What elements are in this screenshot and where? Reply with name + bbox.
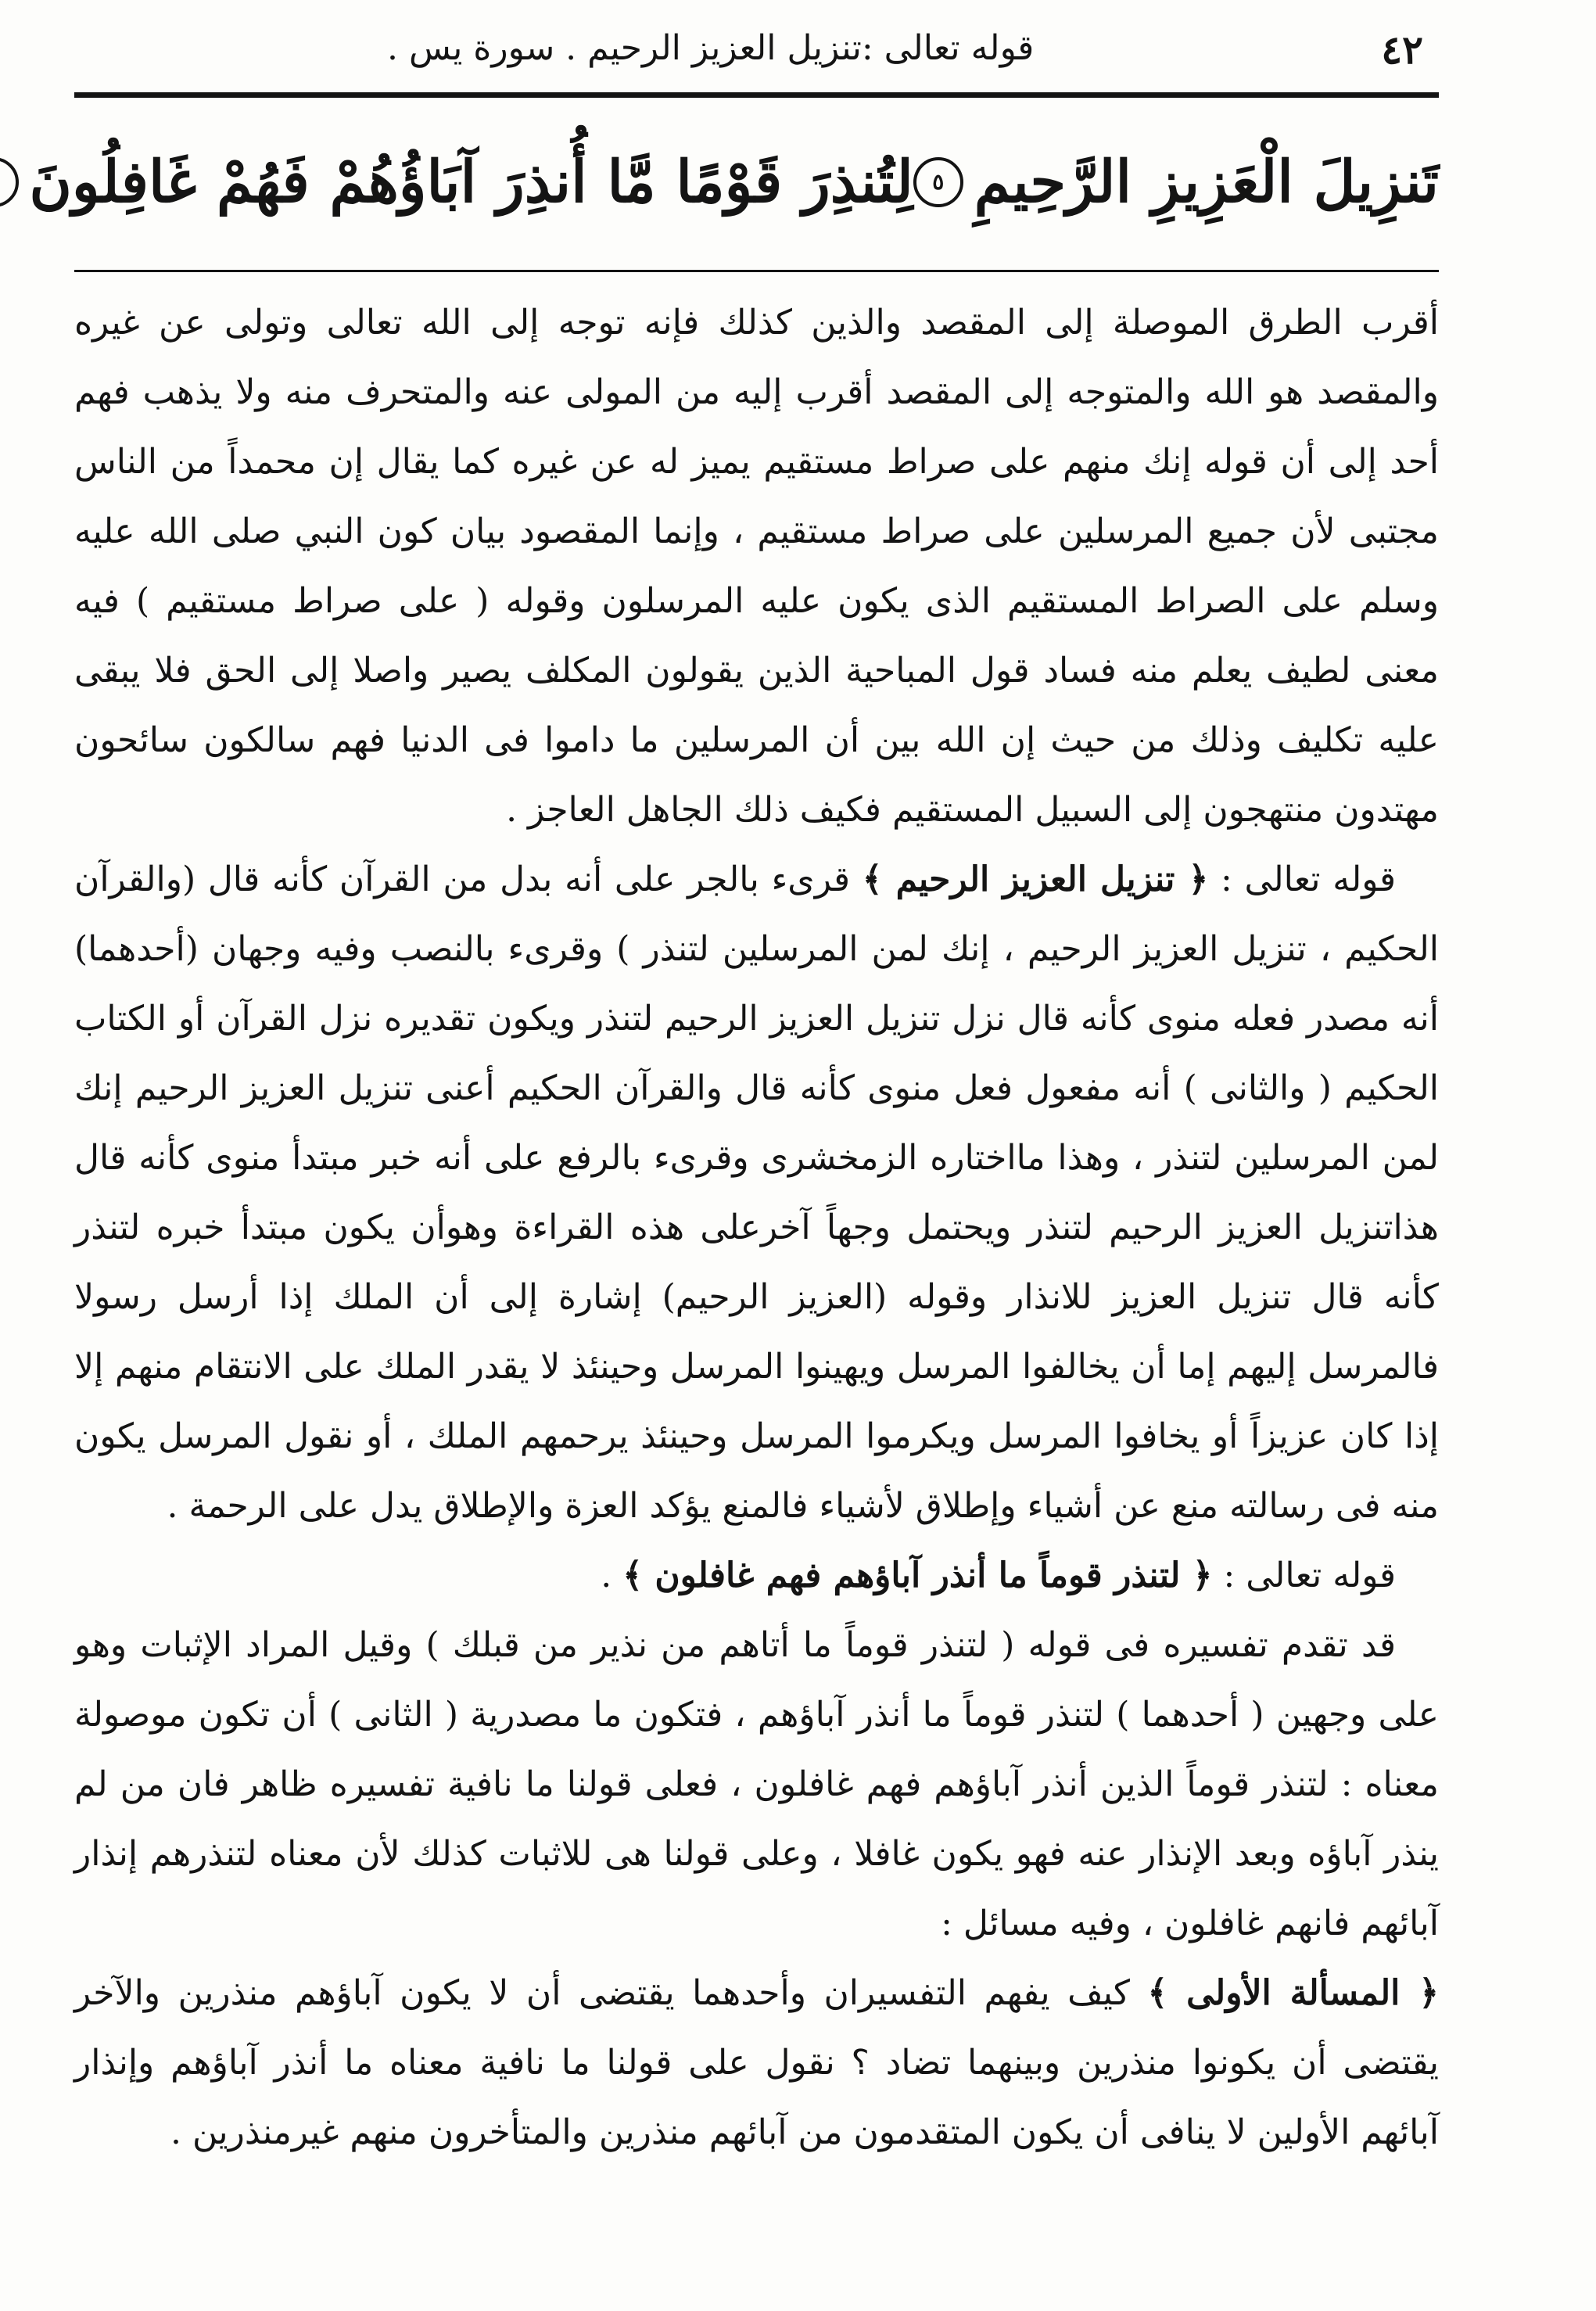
paragraph-3-lead: قوله تعالى : bbox=[1223, 1556, 1396, 1595]
verse-text-1: تَنزِيلَ الْعَزِيزِ الرَّحِيمِ bbox=[974, 148, 1439, 216]
paragraph-2-text: قرىء بالجر على أنه بدل من القرآن كأنه قال (والقرآن الحكيم ، تنزيل العزيز الرحيم ، إنك لمن المرسلين لتنذر ) وقرىء بالنصب وفيه وجهان (أحدهما) أنه مصدر فعله منوى كأنه قال نزل تنزيل العزيز الرحيم لتنذر ويكون تقديره نزل القرآن أو الكتاب الحكيم ( والثانى ) أنه مفعول فعل منوى كأنه قال والقرآن الحكيم أعنى تنزيل العزيز الرحيم إنك لمن المرسلين لتنذر ، وهذا مااختاره الزمخشرى وقرىء بالرفع على أنه خبر مبتدأ منوى كأنه قال هذاتنزيل العزيز الرحيم لتنذر ويحتمل وجهاً آخرعلى هذه القراءة وهوأن يكون مبتدأ خبره لتنذر كأنه قال تنزيل العزيز للانذار وقوله (العزيز الرحيم) إشارة إلى أن الملك إذا أرسل رسولا فالمرسل إليهم إما أن يخالفوا المرسل ويهينوا المرسل وحينئذ لا يقدر الملك على الانتقام منهم إلا إذا كان عزيزاً أو يخافوا المرسل ويكرموا المرسل وحينئذ يرحمهم الملك ، أو نقول المرسل يكون منه فى رسالته منع عن أشياء وإطلاق لأشياء فالمنع يؤكد العزة والإطلاق يدل على الرحمة . bbox=[74, 859, 1440, 1526]
paragraph-2-lead: قوله تعالى : bbox=[1221, 859, 1396, 899]
paragraph-3-end: . bbox=[601, 1556, 612, 1595]
paragraph-3-verse-quote: ﴿ لتنذر قوماً ما أنذر آباؤهم فهم غافلون ﴾ bbox=[622, 1556, 1213, 1595]
verse-segment-1 bbox=[913, 149, 1439, 216]
paragraph-1: أقرب الطرق الموصلة إلى المقصد والذين كذلك فإنه توجه إلى الله تعالى وتولى عن غيره والمقصد هو الله والمتوجه إلى المقصد أقرب إليه من المولى عنه والمتحرف منه ولا يذهب فهم أحد إلى أن قوله إنك منهم على صراط مستقيم يميز له عن غيره كما يقال إن محمداً من الناس مجتبى لأن جميع المرسلين على صراط مستقيم ، وإنما المقصود بيان كون النبي صلى الله عليه وسلم على الصراط المستقيم الذى يكون عليه المرسلون وقوله ( على صراط مستقيم ) فيه معنى لطيف يعلم منه فساد قول المباحية الذين يقولون المكلف يصير واصلا إلى الحق فلا يبقى عليه تكليف وذلك من حيث إن الله بين أن المرسلين ما داموا فى الدنيا فهم سالكون سائحون مهتدون منتهجون إلى السبيل المستقيم فكيف ذلك الجاهل العاجز . bbox=[74, 303, 1439, 830]
commentary-body bbox=[74, 288, 1439, 2167]
paragraph-2 bbox=[74, 845, 1439, 1541]
ayah-number-marker bbox=[0, 157, 19, 207]
paragraph-5 bbox=[74, 1958, 1439, 2167]
page-number: ٤٢ bbox=[1381, 27, 1423, 73]
paragraph-4: قد تقدم تفسيره فى قوله ( لتنذر قوماً ما أتاهم من نذير من قبلك ) وقيل المراد الإثبات وهو على وجهين ( أحدهما ) لتنذر قوماً ما أنذر آباؤهم ، فتكون ما مصدرية ( الثانى ) أن تكون موصولة معناه : لتنذر قوماً الذين أنذر آباؤهم فهم غافلون ، فعلى قولنا ما نافية تفسيره ظاهر فان من لم ينذر آباؤه وبعد الإنذار عنه فهو يكون غافلا ، وعلى قولنا هى للاثبات كذلك لأن معناه لتنذرهم إنذار آبائهم فانهم غافلون ، وفيه مسائل : bbox=[74, 1625, 1440, 1943]
paragraph-3 bbox=[74, 1541, 1439, 1610]
paragraph-2-verse-quote: ﴿ تنزيل العزيز الرحيم ﴾ bbox=[862, 859, 1209, 899]
running-head: قوله تعالى :تنزيل العزيز الرحيم . سورة يس . bbox=[387, 28, 1035, 68]
ayah-number-marker: ٥ bbox=[913, 157, 963, 207]
verse-rule bbox=[74, 270, 1439, 272]
section-heading-first-question: ﴿ المسألة الأولى ﴾ bbox=[1147, 1973, 1439, 2013]
verse-text-2: لِتُنذِرَ قَوْمًا مَّا أُنذِرَ آبَاؤُهُمْ فَهُمْ غَافِلُونَ bbox=[29, 148, 913, 216]
verse-segment-2 bbox=[0, 149, 913, 216]
paragraph-5-text: كيف يفهم التفسيران وأحدهما يقتضى أن لا يكون آباؤهم منذرين والآخر يقتضى أن يكونوا منذرين وبينهما تضاد ؟ نقول على قولنا ما نافية معناه ما أنذر آباؤهم وإنذار آبائهم الأولين لا ينافى أن يكون المتقدمون من آبائهم منذرين والمتأخرون منهم غيرمنذرين . bbox=[74, 1973, 1439, 2152]
header-rule bbox=[74, 92, 1439, 98]
quran-verse-band bbox=[29, 109, 1439, 254]
page-header bbox=[74, 23, 1439, 78]
